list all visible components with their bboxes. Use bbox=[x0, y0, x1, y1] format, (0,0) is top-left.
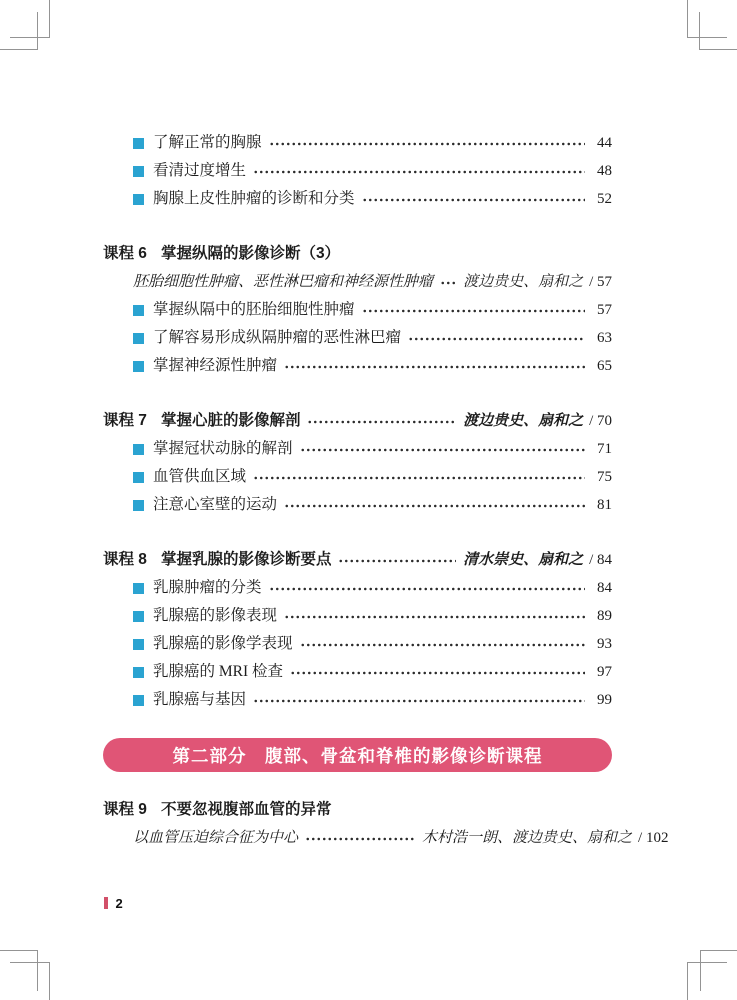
dot-leader bbox=[284, 352, 585, 380]
course-number-label: 课程 7 bbox=[103, 412, 147, 429]
toc-page-number: 99 bbox=[597, 692, 612, 708]
course-title: 掌握纵隔的影像诊断（3） bbox=[160, 245, 341, 262]
toc-item-row bbox=[103, 658, 612, 686]
dot-leader bbox=[362, 185, 585, 213]
course-subtitle-row: 以血管压迫综合征为中心 木村浩一朗、渡边贵史、扇和之 / 102 bbox=[103, 824, 612, 852]
dot-leader bbox=[300, 435, 585, 463]
part-banner-title: 第二部分 腹部、骨盆和脊椎的影像诊断课程 bbox=[172, 745, 543, 766]
bullet-square-icon bbox=[133, 444, 144, 455]
toc-item-row bbox=[103, 129, 612, 157]
bullet-square-icon bbox=[133, 166, 144, 177]
course-heading-row bbox=[103, 240, 612, 268]
course-title: 掌握乳腺的影像诊断要点 bbox=[160, 551, 332, 568]
toc-item-label: 乳腺癌的影像表现 bbox=[153, 607, 278, 624]
table-of-contents bbox=[103, 129, 669, 852]
dot-leader bbox=[300, 630, 585, 658]
toc-page-number: 81 bbox=[597, 497, 612, 513]
toc-item-label: 了解正常的胸腺 bbox=[153, 134, 262, 151]
bullet-square-icon bbox=[133, 472, 144, 483]
authors: 渡边贵史、扇和之 bbox=[463, 274, 584, 290]
course-heading-row bbox=[103, 407, 612, 435]
toc-item-label: 掌握神经源性肿瘤 bbox=[153, 357, 278, 374]
authors: 木村浩一朗、渡边贵史、扇和之 bbox=[422, 830, 633, 846]
dot-leader bbox=[338, 546, 456, 574]
bullet-square-icon bbox=[133, 695, 144, 706]
dot-leader bbox=[362, 296, 585, 324]
course-subtitle-row bbox=[103, 268, 612, 296]
dot-leader bbox=[307, 407, 456, 435]
bullet-square-icon bbox=[133, 194, 144, 205]
course-number-label: 课程 8 bbox=[103, 551, 147, 568]
toc-page-number: 97 bbox=[597, 664, 612, 680]
toc-item-row bbox=[103, 463, 612, 491]
dot-leader bbox=[305, 824, 415, 852]
bullet-square-icon bbox=[133, 305, 144, 316]
toc-page-number: 93 bbox=[597, 636, 612, 652]
toc-item-label: 乳腺癌的影像学表现 bbox=[153, 635, 293, 652]
course-heading-row bbox=[103, 546, 612, 574]
bullet-square-icon bbox=[133, 138, 144, 149]
bullet-square-icon bbox=[133, 333, 144, 344]
toc-item-label: 注意心室壁的运动 bbox=[153, 496, 278, 513]
toc-item-row bbox=[103, 630, 612, 658]
bullet-square-icon bbox=[133, 639, 144, 650]
dot-leader bbox=[284, 491, 585, 519]
bullet-square-icon bbox=[133, 500, 144, 511]
toc-page-number: 63 bbox=[597, 330, 612, 346]
toc-page-number: / 70 bbox=[589, 413, 612, 429]
toc-page-number: 52 bbox=[597, 191, 612, 207]
dot-leader bbox=[253, 463, 585, 491]
toc-page-number: 57 bbox=[597, 302, 612, 318]
toc-item-row bbox=[103, 324, 612, 352]
dot-leader bbox=[290, 658, 585, 686]
toc-page-number: 71 bbox=[597, 441, 612, 457]
course-title: 掌握心脏的影像解剖 bbox=[160, 412, 301, 429]
toc-item-row bbox=[103, 491, 612, 519]
toc-page-number: / 84 bbox=[589, 552, 612, 568]
toc-page-number: 48 bbox=[597, 163, 612, 179]
toc-page-number: 44 bbox=[597, 135, 612, 151]
toc-item-label: 血管供血区域 bbox=[153, 468, 247, 485]
crop-mark-top-left-inner bbox=[0, 12, 38, 50]
bullet-square-icon bbox=[133, 611, 144, 622]
toc-page-number: 65 bbox=[597, 358, 612, 374]
crop-mark-bottom-right-inner bbox=[700, 950, 737, 991]
part-two-banner bbox=[103, 738, 612, 772]
toc-item-label: 乳腺癌与基因 bbox=[153, 691, 247, 708]
page-number: 2 bbox=[115, 895, 123, 911]
toc-item-row bbox=[103, 185, 612, 213]
bullet-square-icon bbox=[133, 667, 144, 678]
toc-page-number: 75 bbox=[597, 469, 612, 485]
dot-leader bbox=[269, 574, 585, 602]
toc-item-row bbox=[103, 686, 612, 714]
bullet-square-icon bbox=[133, 361, 144, 372]
toc-item-row bbox=[103, 435, 612, 463]
page-number-footer bbox=[104, 896, 123, 910]
authors: 清水崇史、扇和之 bbox=[463, 552, 584, 568]
toc-item-row bbox=[103, 574, 612, 602]
toc-page-number: 89 bbox=[597, 608, 612, 624]
toc-page-number: / 57 bbox=[589, 274, 612, 290]
dot-leader bbox=[253, 157, 585, 185]
course-heading-row bbox=[103, 796, 612, 824]
toc-item-row bbox=[103, 352, 612, 380]
dot-leader bbox=[253, 686, 585, 714]
page-number-accent-bar bbox=[104, 897, 108, 909]
course-number-label: 课程 6 bbox=[103, 245, 147, 262]
toc-item-label: 掌握冠状动脉的解剖 bbox=[153, 440, 293, 457]
toc-page-number: 84 bbox=[597, 580, 612, 596]
crop-mark-top-right-inner bbox=[699, 12, 737, 50]
toc-item-row bbox=[103, 602, 612, 630]
authors: 渡边贵史、扇和之 bbox=[463, 413, 584, 429]
toc-item-label: 乳腺肿瘤的分类 bbox=[153, 579, 262, 596]
toc-item-label: 看清过度增生 bbox=[153, 162, 247, 179]
toc-item-row bbox=[103, 296, 612, 324]
toc-item-row bbox=[103, 157, 612, 185]
course-number-label: 课程 9 bbox=[103, 801, 147, 818]
toc-item-label: 了解容易形成纵隔肿瘤的恶性淋巴瘤 bbox=[153, 329, 402, 346]
dot-leader bbox=[408, 324, 585, 352]
dot-leader bbox=[269, 129, 585, 157]
toc-item-label: 掌握纵隔中的胚胎细胞性肿瘤 bbox=[153, 301, 355, 318]
dot-leader bbox=[440, 268, 456, 296]
bullet-square-icon bbox=[133, 583, 144, 594]
course-title: 不要忽视腹部血管的异常 bbox=[160, 801, 332, 818]
dot-leader bbox=[284, 602, 585, 630]
toc-item-label: 乳腺癌的 MRI 检查 bbox=[153, 663, 284, 680]
course-subtitle: 以血管压迫综合征为中心 bbox=[133, 830, 299, 846]
crop-mark-bottom-left-inner bbox=[0, 950, 38, 991]
toc-item-label: 胸腺上皮性肿瘤的诊断和分类 bbox=[153, 190, 355, 207]
course-subtitle: 胚胎细胞性肿瘤、恶性淋巴瘤和神经源性肿瘤 bbox=[133, 274, 434, 290]
